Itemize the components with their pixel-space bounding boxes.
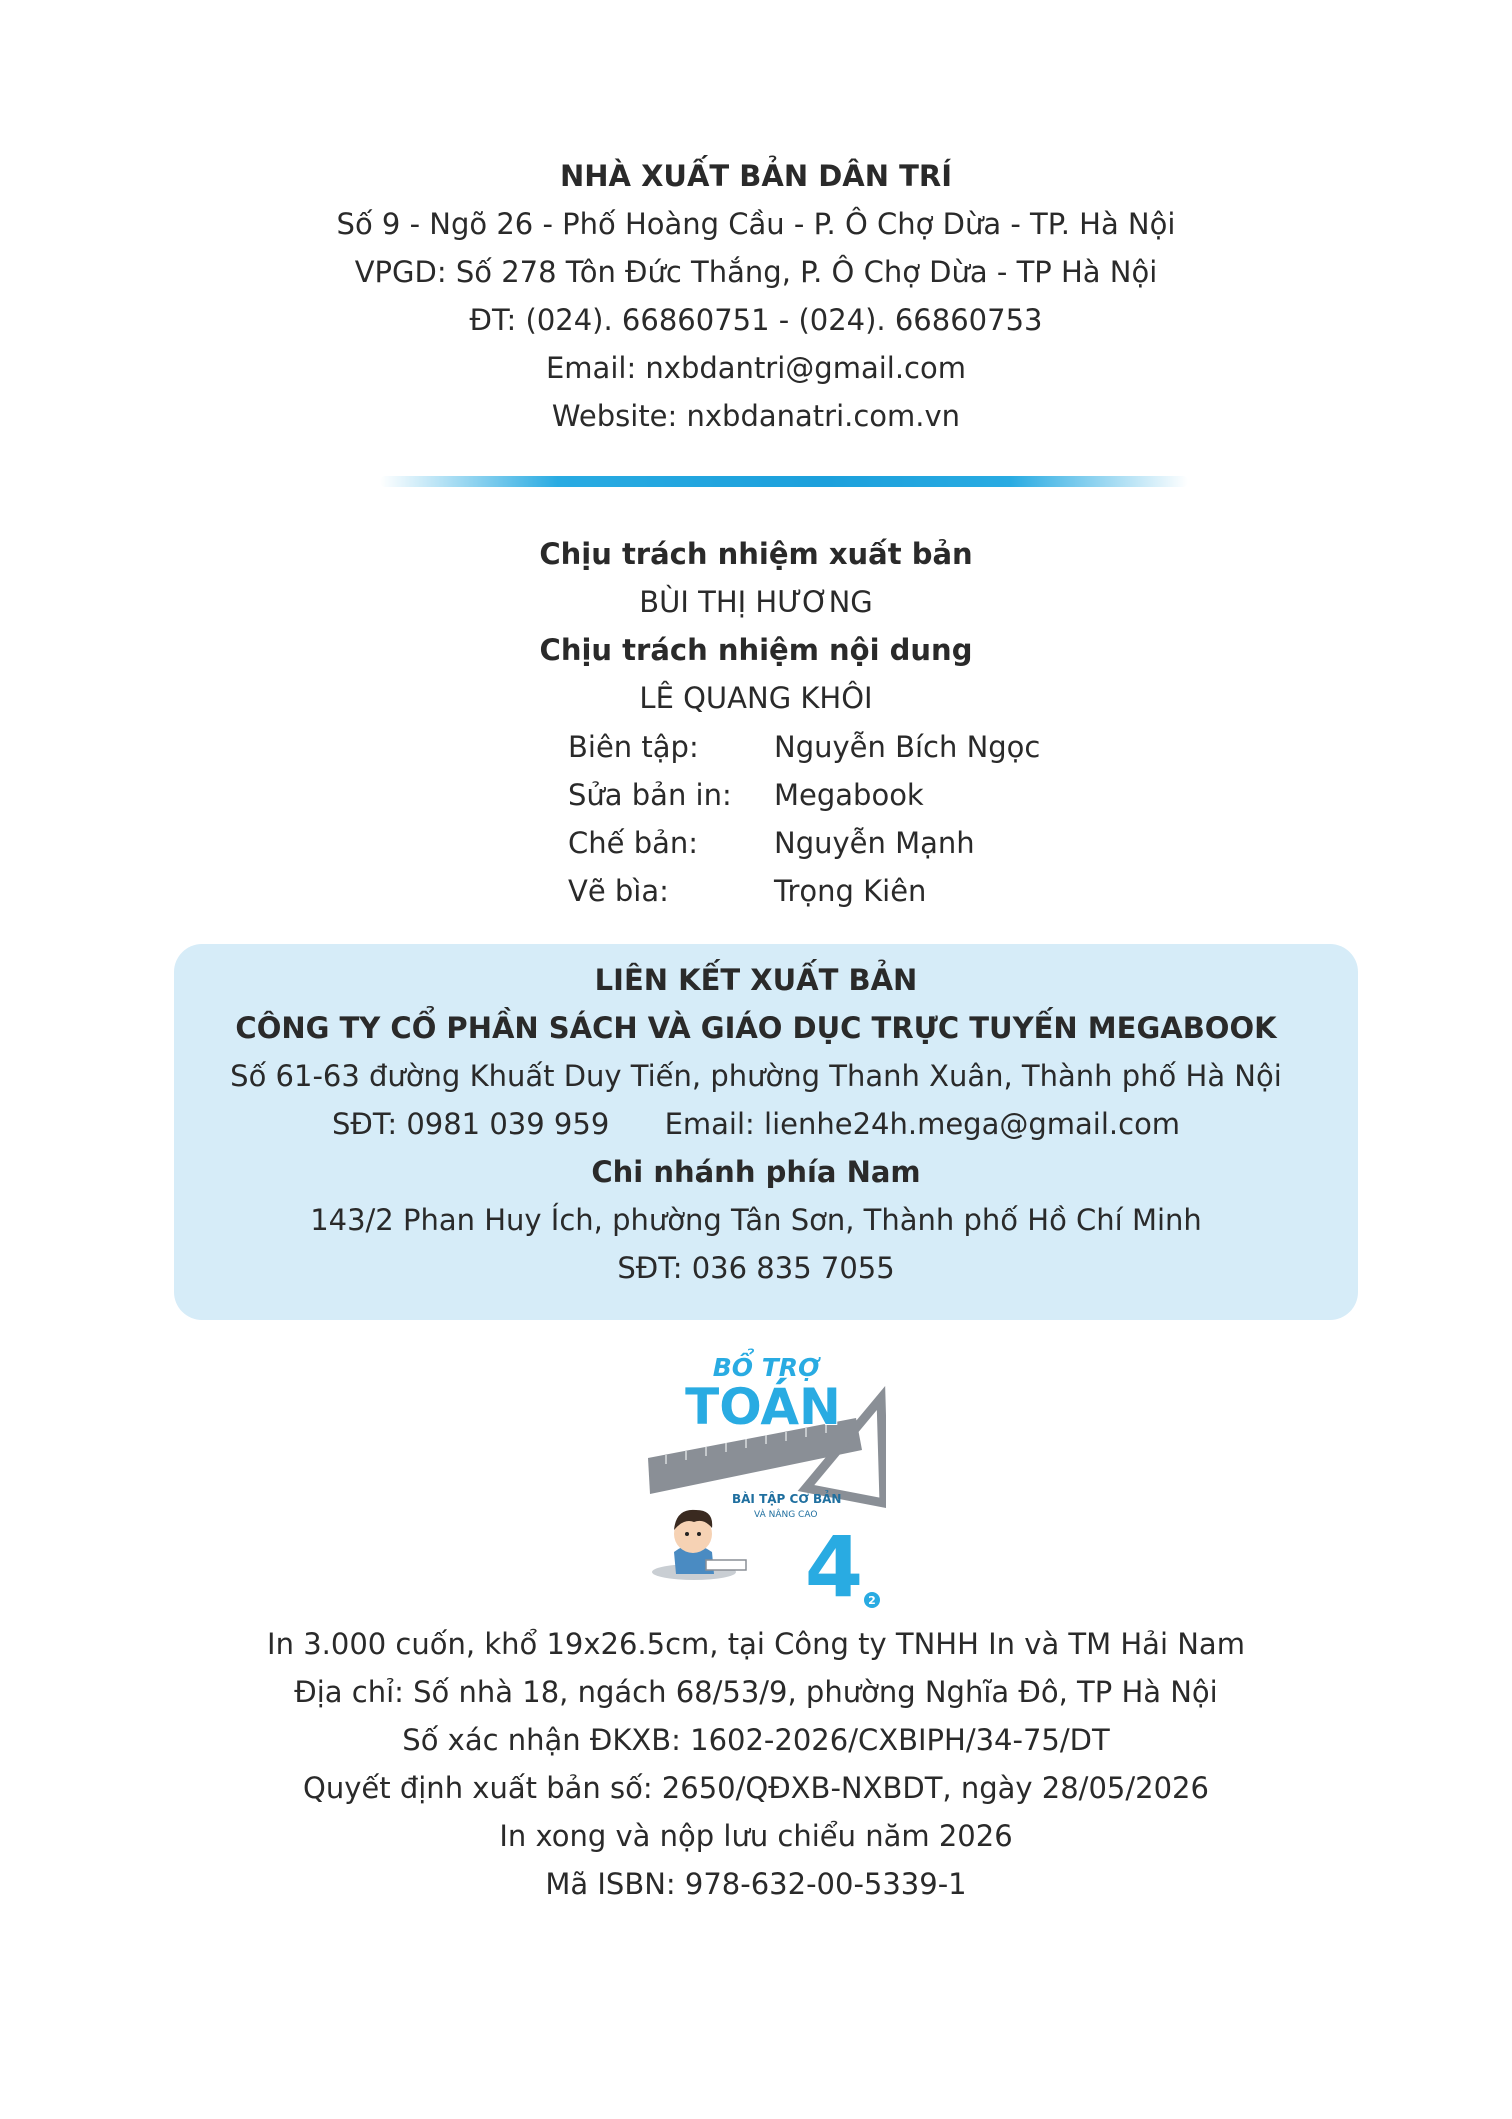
credit-row (568, 819, 1040, 867)
credit-row (568, 771, 1040, 819)
registration-number: Số xác nhận ĐKXB: 1602-2026/CXBIPH/34-75/DT (402, 1723, 1110, 1757)
credit-name: Nguyễn Mạnh (774, 826, 975, 860)
partner-address: Số 61-63 đường Khuất Duy Tiến, phường Thanh Xuân, Thành phố Hà Nội (230, 1059, 1282, 1093)
publisher-email: Email: nxbdantri@gmail.com (545, 351, 966, 385)
credits-list (568, 723, 1040, 915)
cover-subtitle-line2: VÀ NÂNG CAO (754, 1510, 818, 1520)
credit-role: Sửa bản in: (568, 778, 732, 812)
cover-subject: TOÁN (685, 1378, 841, 1436)
book-cover-logo (646, 1338, 886, 1610)
credit-name: Megabook (774, 778, 924, 812)
publisher-phone: ĐT: (024). 66860751 - (024). 66860753 (469, 303, 1043, 337)
credit-row (568, 723, 1040, 771)
credit-role: Vẽ bìa: (568, 874, 669, 908)
publishing-responsibility-name: BÙI THỊ HƯƠNG (639, 585, 873, 619)
cover-subtitle-line1: BÀI TẬP CƠ BẢN (732, 1492, 842, 1506)
partner-info (0, 956, 1512, 1292)
partner-heading: LIÊN KẾT XUẤT BẢN (594, 963, 918, 997)
cover-series: BỔ TRỢ (712, 1353, 820, 1382)
content-responsibility-name: LÊ QUANG KHÔI (639, 681, 873, 715)
credit-row (568, 867, 1040, 915)
branch-heading: Chi nhánh phía Nam (591, 1155, 921, 1189)
completion-note: In xong và nộp lưu chiểu năm 2026 (499, 1819, 1013, 1853)
publishing-responsibility-label: Chịu trách nhiệm xuất bản (539, 537, 973, 571)
partner-contact: SĐT: 0981 039 959 Email: lienhe24h.mega@gmail.com (331, 1107, 1181, 1141)
print-run: In 3.000 cuốn, khổ 19x26.5cm, tại Công ty TNHH In và TM Hải Nam (267, 1627, 1245, 1661)
cover-volume: 2 (868, 1594, 876, 1607)
publisher-website: Website: nxbdanatri.com.vn (551, 399, 961, 433)
content-responsibility-label: Chịu trách nhiệm nội dung (539, 633, 973, 667)
boy-illustration (652, 1510, 746, 1580)
credit-name: Nguyễn Bích Ngọc (774, 730, 1041, 764)
partner-company: CÔNG TY CỔ PHẦN SÁCH VÀ GIÁO DỤC TRỰC TUYẾN MEGABOOK (235, 1011, 1277, 1045)
publisher-office: VPGD: Số 278 Tôn Đức Thắng, P. Ô Chợ Dừa - TP Hà Nội (354, 255, 1158, 289)
cover-grade: 4 (804, 1518, 864, 1610)
section-divider (380, 476, 1188, 487)
publisher-address: Số 9 - Ngõ 26 - Phố Hoàng Cầu - P. Ô Chợ Dừa - TP. Hà Nội (336, 207, 1176, 241)
isbn: Mã ISBN: 978-632-00-5339-1 (545, 1867, 967, 1901)
credit-name: Trọng Kiên (774, 874, 927, 908)
branch-address: 143/2 Phan Huy Ích, phường Tân Sơn, Thành phố Hồ Chí Minh (310, 1203, 1202, 1237)
publisher-info (0, 152, 1512, 440)
branch-phone: SĐT: 036 835 7055 (617, 1251, 895, 1285)
publisher-name: NHÀ XUẤT BẢN DÂN TRÍ (559, 159, 952, 193)
print-info (0, 1620, 1512, 1908)
credit-role: Biên tập: (568, 730, 699, 764)
credit-role: Chế bản: (568, 826, 699, 860)
responsibility-section (0, 530, 1512, 722)
printer-address: Địa chỉ: Số nhà 18, ngách 68/53/9, phường Nghĩa Đô, TP Hà Nội (294, 1675, 1218, 1709)
publishing-decision: Quyết định xuất bản số: 2650/QĐXB-NXBDT, ngày 28/05/2026 (303, 1771, 1209, 1805)
